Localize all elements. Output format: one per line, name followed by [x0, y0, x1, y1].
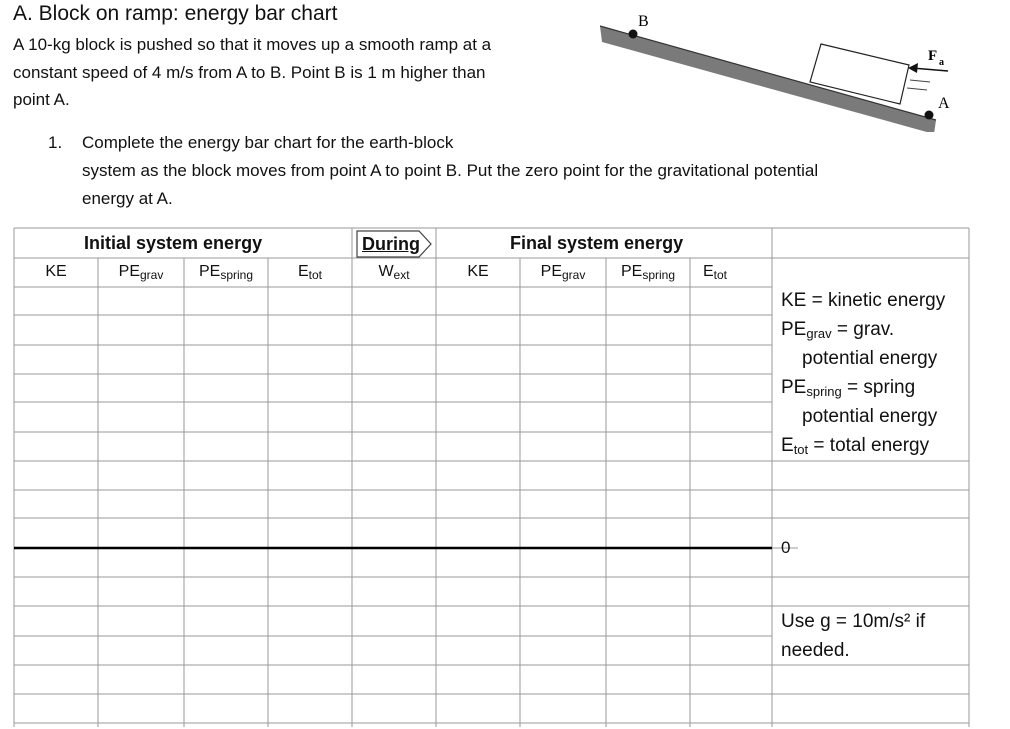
col-final-pegrav: $PE_{grav}$: [540, 263, 586, 282]
page-title: A. Block on ramp: energy bar chart: [13, 2, 338, 25]
col-final-etot: $E_{tot}$: [702, 263, 727, 282]
question-number: 1.: [48, 133, 63, 152]
legend-pegrav-cont: potential energy: [802, 348, 938, 369]
note-line-2: needed.: [781, 640, 850, 661]
initial-system-energy-header: Initial system energy: [84, 233, 263, 253]
note-line-1: Use g = 10m/s² if: [781, 611, 926, 632]
intro-line-2: constant speed of 4 m/s from A to B. Point B is 1 m higher than: [13, 63, 486, 82]
col-initial-etot: $E_{tot}$: [297, 263, 322, 282]
legend-etot: $E_{tot}$ = total energy: [781, 435, 930, 457]
intro-line-3: point A.: [13, 90, 70, 109]
intro-line-1: A 10-kg block is pushed so that it moves up a smooth ramp at a: [13, 35, 492, 54]
question-line-3: energy at A.: [82, 189, 173, 208]
col-initial-ke: KE: [45, 263, 67, 280]
final-system-energy-header: Final system energy: [510, 233, 684, 253]
legend-pegrav: $PE_{grav}$ = grav.: [781, 319, 895, 341]
zero-label: 0: [781, 538, 791, 557]
point-a-label: A: [938, 95, 950, 112]
col-during-wext: $W_{ext}$: [378, 263, 410, 282]
legend-pespring: $PE_{spring}$ = spring: [781, 377, 916, 399]
col-initial-pespring: $PE_{spring}$: [198, 263, 254, 282]
legend-pespring-cont: potential energy: [802, 406, 938, 427]
legend-ke: KE = kinetic energy: [781, 290, 946, 311]
during-header: During: [362, 234, 420, 254]
col-initial-pegrav: $PE_{grav}$: [118, 263, 164, 282]
col-final-ke: KE: [467, 263, 489, 280]
question-line-1: Complete the energy bar chart for the earth-block: [82, 133, 454, 152]
force-label: F: [928, 48, 938, 64]
point-b-label: B: [638, 13, 649, 30]
col-final-pespring: $PE_{spring}$: [620, 263, 676, 282]
question-line-2: system as the block moves from point A to point B. Put the zero point for the gravitational potential: [82, 161, 819, 180]
force-label-sub: a: [939, 57, 944, 68]
